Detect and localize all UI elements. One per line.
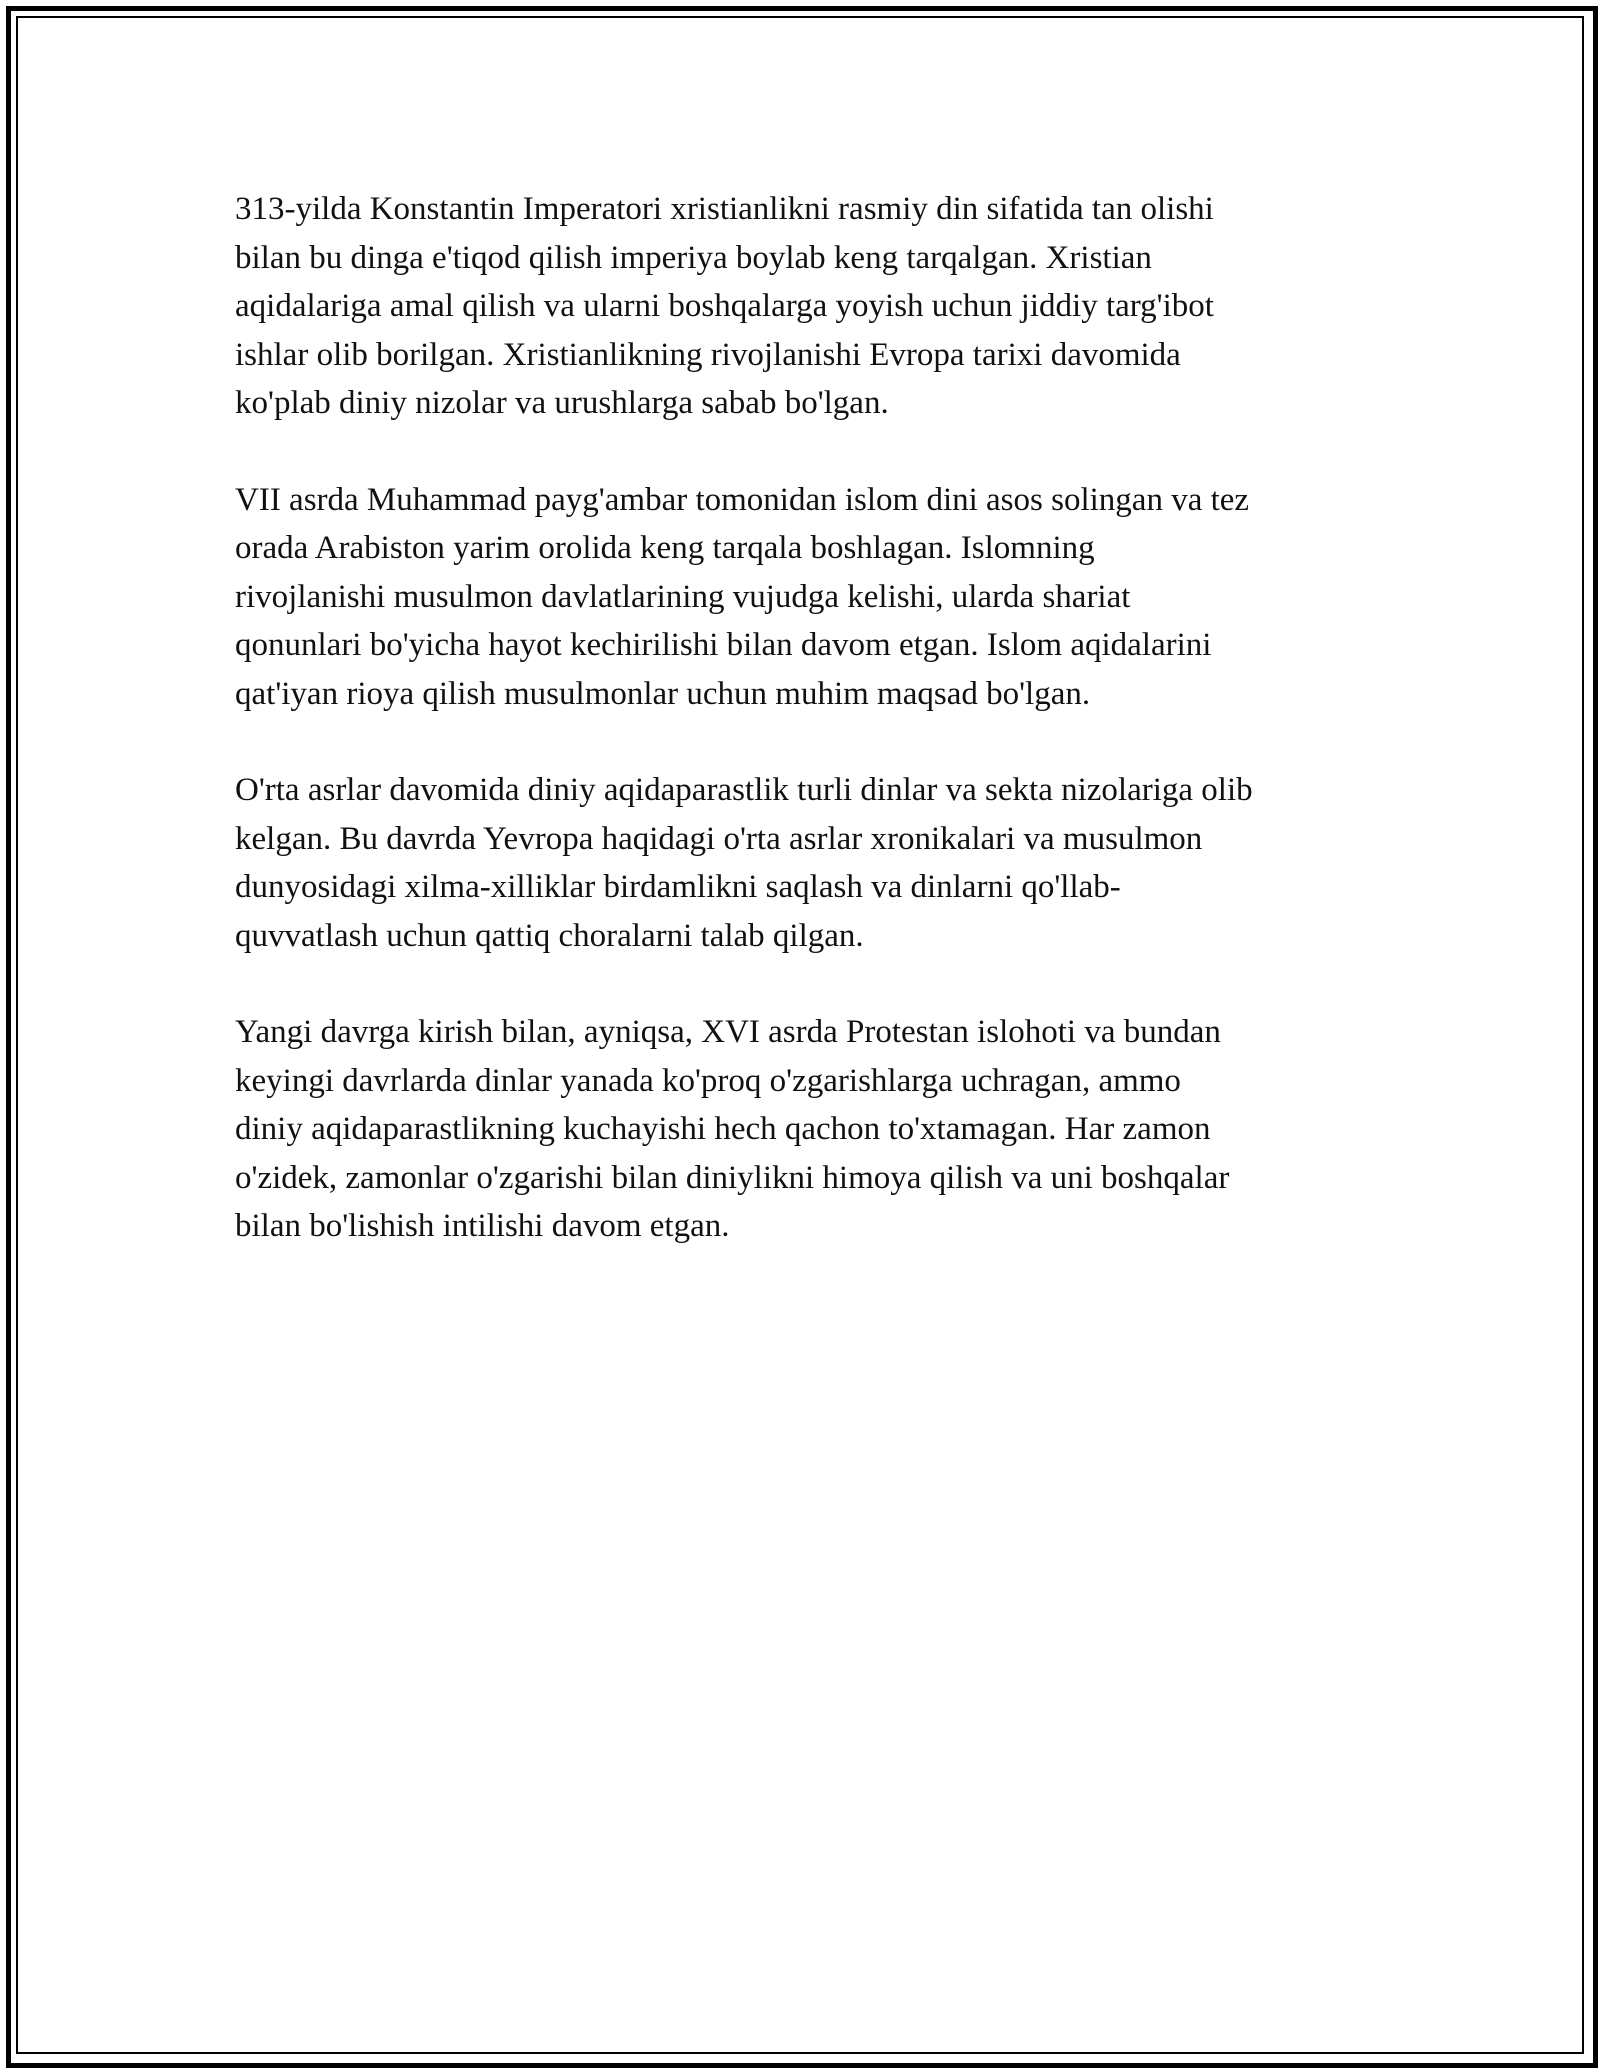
paragraph-1 <box>235 185 1385 428</box>
document-body <box>235 185 1385 1299</box>
paragraph-line: O'rta asrlar davomida diniy aqidaparastlik turli dinlar va sekta nizolariga olib <box>235 772 1253 808</box>
paragraph-line: VII asrda Muhammad payg'ambar tomonidan islom dini asos solingan va tez <box>235 481 1250 518</box>
paragraph-line: aqidalariga amal qilish va ularni boshqalarga yoyish uchun jiddiy targ'ibot <box>235 288 1214 324</box>
paragraph-4 <box>235 1008 1385 1251</box>
paragraph-line: kelgan. Bu davrda Yevropa haqidagi o'rta asrlar xronikalari va musulmon <box>235 820 1203 857</box>
paragraph-3 <box>235 766 1385 960</box>
paragraph-line: ishlar olib borilgan. Xristianlikning rivojlanishi Evropa tarixi davomida <box>235 336 1181 373</box>
paragraph-line: qat'iyan rioya qilish musulmonlar uchun muhim maqsad bo'lgan. <box>235 675 1091 712</box>
paragraph-line: o'zidek, zamonlar o'zgarishi bilan diniylikni himoya qilish va uni boshqalar <box>235 1159 1230 1196</box>
paragraph-line: ko'plab diniy nizolar va urushlarga sabab bo'lgan. <box>235 385 889 421</box>
paragraph-line: rivojlanishi musulmon davlatlarining vujudga kelishi, ularda shariat <box>235 578 1131 615</box>
paragraph-line: bilan bo'lishish intilishi davom etgan. <box>235 1208 730 1244</box>
paragraph-line: quvvatlash uchun qattiq choralarni talab qilgan. <box>235 917 864 954</box>
paragraph-line: bilan bu dinga e'tiqod qilish imperiya boylab keng tarqalgan. Xristian <box>235 239 1152 276</box>
paragraph-line: qonunlari bo'yicha hayot kechirilishi bilan davom etgan. Islom aqidalarini <box>235 627 1212 663</box>
paragraph-line: orada Arabiston yarim orolida keng tarqala boshlagan. Islomning <box>235 530 1095 566</box>
paragraph-2 <box>235 476 1385 719</box>
paragraph-line: dunyosidagi xilma-xilliklar birdamlikni saqlash va dinlarni qo'llab- <box>235 869 1121 905</box>
paragraph-line: 313-yilda Konstantin Imperatori xristianlikni rasmiy din sifatida tan olishi <box>235 191 1214 227</box>
paragraph-line: keyingi davrlarda dinlar yanada ko'proq o'zgarishlarga uchragan, ammo <box>235 1062 1181 1099</box>
paragraph-line: Yangi davrga kirish bilan, ayniqsa, XVI asrda Protestan islohoti va bundan <box>235 1014 1221 1050</box>
paragraph-line: diniy aqidaparastlikning kuchayishi hech qachon to'xtamagan. Har zamon <box>235 1111 1211 1147</box>
